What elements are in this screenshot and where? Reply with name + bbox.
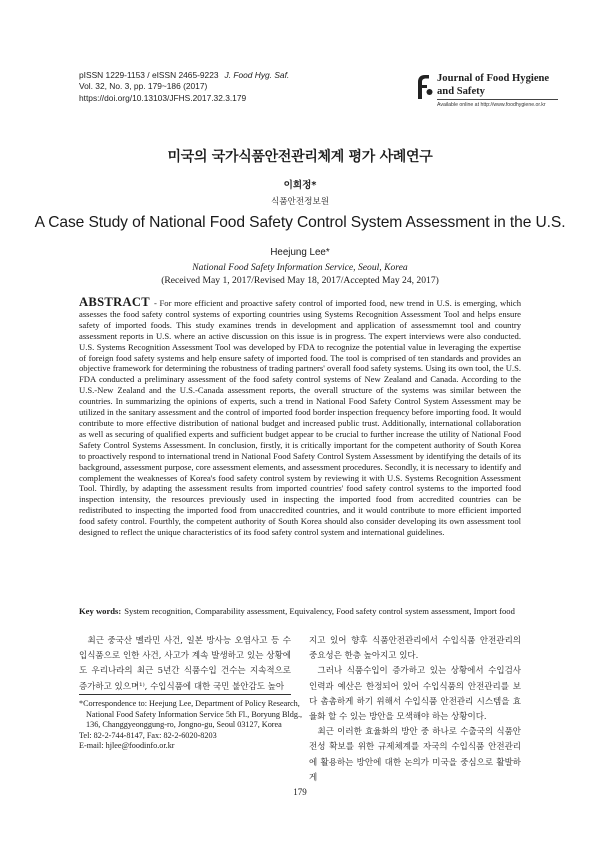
- footnote-line: 136, Changgyeonggung-ro, Jongno-gu, Seoul 03127, Korea: [86, 720, 282, 730]
- doi-link[interactable]: https://doi.org/10.13103/JFHS.2017.32.3.179: [79, 92, 247, 103]
- body-column-left: [79, 634, 291, 695]
- footnote-line: Tel: 82-2-744-8147, Fax: 82-2-6020-8203: [79, 730, 217, 740]
- english-title: A Case Study of National Food Safety Control System Assessment in the U.S.: [34, 214, 566, 231]
- issn-text: pISSN 1229-1153 / eISSN 2465-9223: [79, 70, 219, 80]
- correspondence-footnote: [79, 699, 311, 752]
- korean-author: 이희정*: [283, 180, 317, 191]
- abstract-heading: ABSTRACT: [79, 295, 150, 309]
- footnote-line: *Correspondence to: Heejung Lee, Department of Policy Research,: [79, 699, 300, 708]
- keywords-text: System recognition, Comparability assessment, Equivalency, Food safety control system assessment, Import food: [124, 606, 515, 616]
- body-paragraph: 최근 이러한 효율화의 방안 중 하나로 수출국의 식품안전성 확보를 위한 규제체계를 자국의 수입식품 안전관리에 활용하는 방안에 대한 논의가 미국을 중심으로 활발하게: [309, 727, 521, 783]
- footnote-line: National Food Safety Information Service 5th Fl., Boryung Bldg.,: [86, 709, 303, 719]
- body-paragraph: 지고 있어 향후 식품안전관리에서 수입식품 안전관리의 중요성은 한층 높아지고 있다.: [309, 636, 521, 662]
- issn-line: [79, 70, 289, 81]
- submission-dates: (Received May 1, 2017/Revised May 18, 2017/Accepted May 24, 2017): [161, 275, 439, 286]
- korean-title: 미국의 국가식품안전관리체계 평가 사례연구: [167, 149, 433, 165]
- journal-header-meta: [79, 70, 289, 104]
- body-paragraph: 그러나 식품수입이 증가하고 있는 상황에서 수입검사 인력과 예산은 한정되어 있어 수입식품의 안전관리를 보다 촘촘하게 하기 위해서 수입식품 안전관리 시스템을 효율화 할 수 있는 방안을 모색해야 하는 상황이다.: [309, 666, 521, 723]
- keywords-heading: Key words:: [79, 606, 122, 616]
- logo-title-line-2: and Safety: [437, 85, 485, 97]
- journal-logo-title: [437, 73, 549, 98]
- abstract-text: - For more efficient and proactive safety control of imported food, new trend in U.S. is emerging, which assesses the food safety control systems of exporting countries using Systems Recognition Assessment Tool and helps ensure safety of imported foods. This study examines trends in development and application of assessmemnt tool and country assessment reports in U.S. where an active discussion on this issue is in progress. The expert interviews were also conducted. U.S. Systems Recognition Assessment Tool was developed by FDA to recognize the potential value in leveraging the expertise of foreign food safety systems and help ensure safety of imported food. The tool is comprised of ten standards and provides an objective framework for determining the robustness of trading partners' overall food safety systems. Using its own tool, the U.S. FDA conducted a preliminary assessment of the food safety control systems of New Zealand and Canada. According to the U.S.-New Zealand and the U.S.-Canada assessment reports, the overall structure of the systems was similar between the countries. In summarizing the opinions of experts, such a trend in National Food Safety Control System Assessment may be utilized in the sanitary assessment and the control of imported food border inspection frequency before importing food. It would contribute to more effective distribution of national budget and increased public trust. Additionally, international collaboration as well as securing of qualified experts and sufficient budget appear to be crucial to further increase the utility of National Food Safety Control Systems Assessment. In conclusion, firstly, it is critically important for the competent authority of South Korea to proactively respond to international trend in National Food Safety Control System Assessment by identifying the details of its background, assessment purpose, core assessment elements, and assessment procedures. Secondly, it is necessary to identify and complement the weaknesses of Korea's food safety control system by reviewing it with U.S. Systems Recognition Assessment Tool. Thirdly, by adapting the assessment results from imported countries' food safety control systems to the imported food inspection intensity, the resources previously used in inspecting the imported food from accredited countries can be redistributed to inspecting the imported food from unaccredited countries, and it would contribute to more efficient imported food safety control. Fourthly, the competent authority of South Korea should also consider developing its own assessment tool designed to reflect the unique characteristics of its food safety control system and international guidelines.: [79, 298, 521, 538]
- english-affiliation: National Food Safety Information Service, Seoul, Korea: [192, 262, 408, 273]
- keywords-block: [79, 606, 521, 617]
- footnote-email[interactable]: E-mail: hjlee@foodinfo.or.kr: [79, 741, 175, 751]
- journal-logo: [416, 72, 550, 112]
- footnote-divider: [79, 694, 291, 695]
- logo-title-line-1: Journal of Food Hygiene: [437, 73, 550, 84]
- logo-divider: [437, 99, 558, 100]
- volume-line: Vol. 32, No. 3, pp. 179~186 (2017): [79, 81, 208, 92]
- korean-affiliation: 식품안전정보원: [270, 197, 330, 207]
- page-number: 179: [293, 787, 307, 797]
- body-paragraph: 최근 중국산 멜라민 사건, 일본 방사능 오염사고 등 수입식품으로 인한 사건, 사고가 계속 발생하고 있는 상황에도 우리나라의 최근 5년간 식품수입 건수는 지속적으로 증가하고 있으며¹⁾, 수입식품에 대한 국민 불안감도 높아: [79, 636, 291, 692]
- logo-website-text[interactable]: Available online at http://www.foodhygiene.or.kr: [437, 102, 546, 108]
- journal-short-name: J. Food Hyg. Saf.: [224, 70, 290, 80]
- journal-logo-icon: [416, 74, 433, 100]
- abstract-block: [79, 297, 521, 538]
- body-column-right: [309, 634, 521, 786]
- english-author: Heejung Lee*: [270, 247, 330, 258]
